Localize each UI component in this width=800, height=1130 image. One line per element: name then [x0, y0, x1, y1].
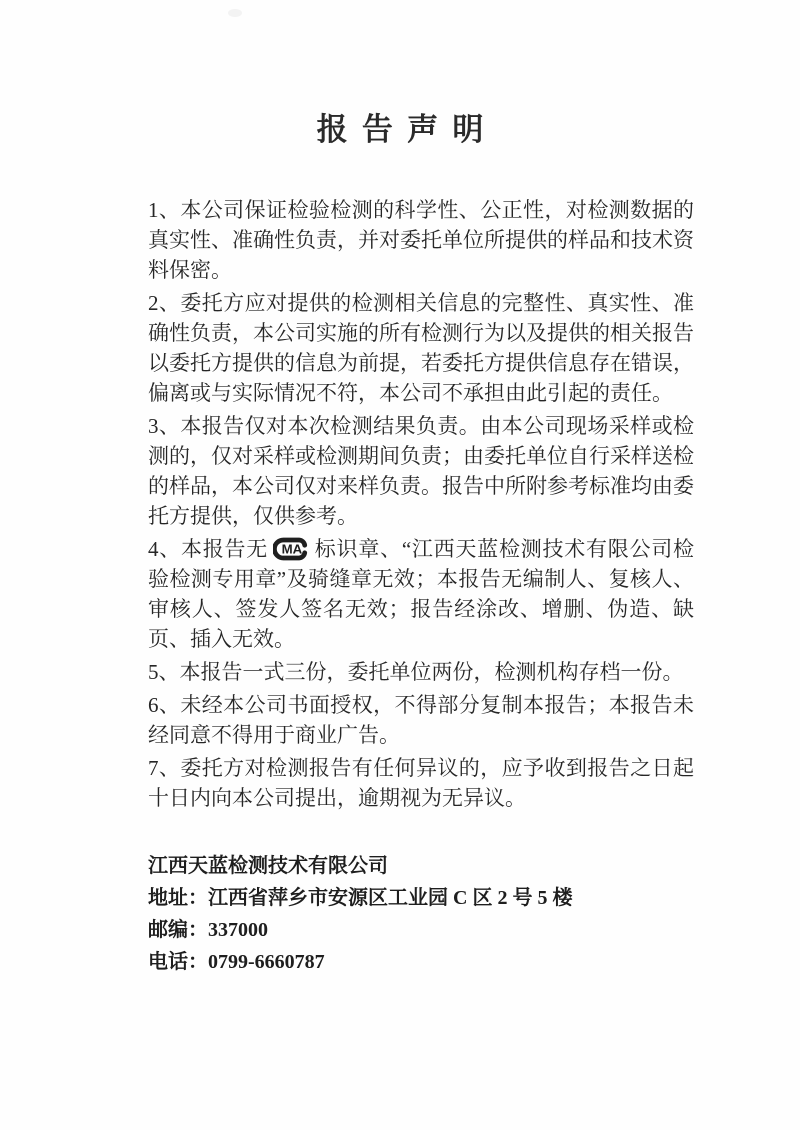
statement-3: 3、本报告仅对本次检测结果负责。由本公司现场采样或检测的，仅对采样或检测期间负责；由委托单位自行采样送检的样品，本公司仅对来样负责。报告中所附参考标准均由委托方提供，仅供参考。 [148, 414, 694, 528]
company-address-row [148, 882, 700, 914]
phone-value: 0799-6660787 [208, 951, 325, 973]
statement-1: 1、本公司保证检验检测的科学性、公正性，对检测数据的真实性、准确性负责，并对委托单位所提供的样品和技术资料保密。 [148, 198, 694, 282]
scan-artifact [228, 9, 242, 17]
cma-certification-mark-icon [273, 537, 309, 561]
address-label: 地址： [148, 887, 208, 909]
statement-7: 7、委托方对检测报告有任何异议的，应予收到报告之日起十日内向本公司提出，逾期视为无异议。 [148, 756, 694, 810]
statement-4 [148, 534, 694, 654]
postal-code-value: 337000 [208, 919, 268, 941]
svg-text:MA: MA [281, 541, 303, 557]
postal-code-label: 邮编： [148, 919, 208, 941]
statement-6: 6、未经本公司书面授权，不得部分复制本报告；本报告未经同意不得用于商业广告。 [148, 693, 694, 747]
statement-5: 5、本报告一式三份，委托单位两份，检测机构存档一份。 [148, 660, 684, 684]
phone-label: 电话： [148, 951, 208, 973]
address-value: 江西省萍乡市安源区工业园 C 区 2 号 5 楼 [208, 887, 573, 909]
company-name: 江西天蓝检测技术有限公司 [148, 855, 388, 877]
statement-4-after-mark: 标识章、“江西天蓝检测技术有限公司检验检测专用章”及骑缝章无效；本报告无编制人、复核人、审核人、签发人签名无效；报告经涂改、增删、伪造、缺页、插入无效。 [148, 537, 694, 651]
page-title: 报告声明 [316, 112, 498, 147]
phone-row [148, 946, 700, 978]
company-info-block [148, 850, 700, 978]
statement-4-before-mark: 4、本报告无 [148, 537, 269, 561]
postal-code-row [148, 914, 700, 946]
statements-list [148, 195, 694, 813]
statement-2: 2、委托方应对提供的检测相关信息的完整性、真实性、准确性负责，本公司实施的所有检测行为以及提供的相关报告以委托方提供的信息为前提，若委托方提供信息存在错误，偏离或与实际情况不符，本公司不承担由此引起的责任。 [148, 291, 694, 405]
